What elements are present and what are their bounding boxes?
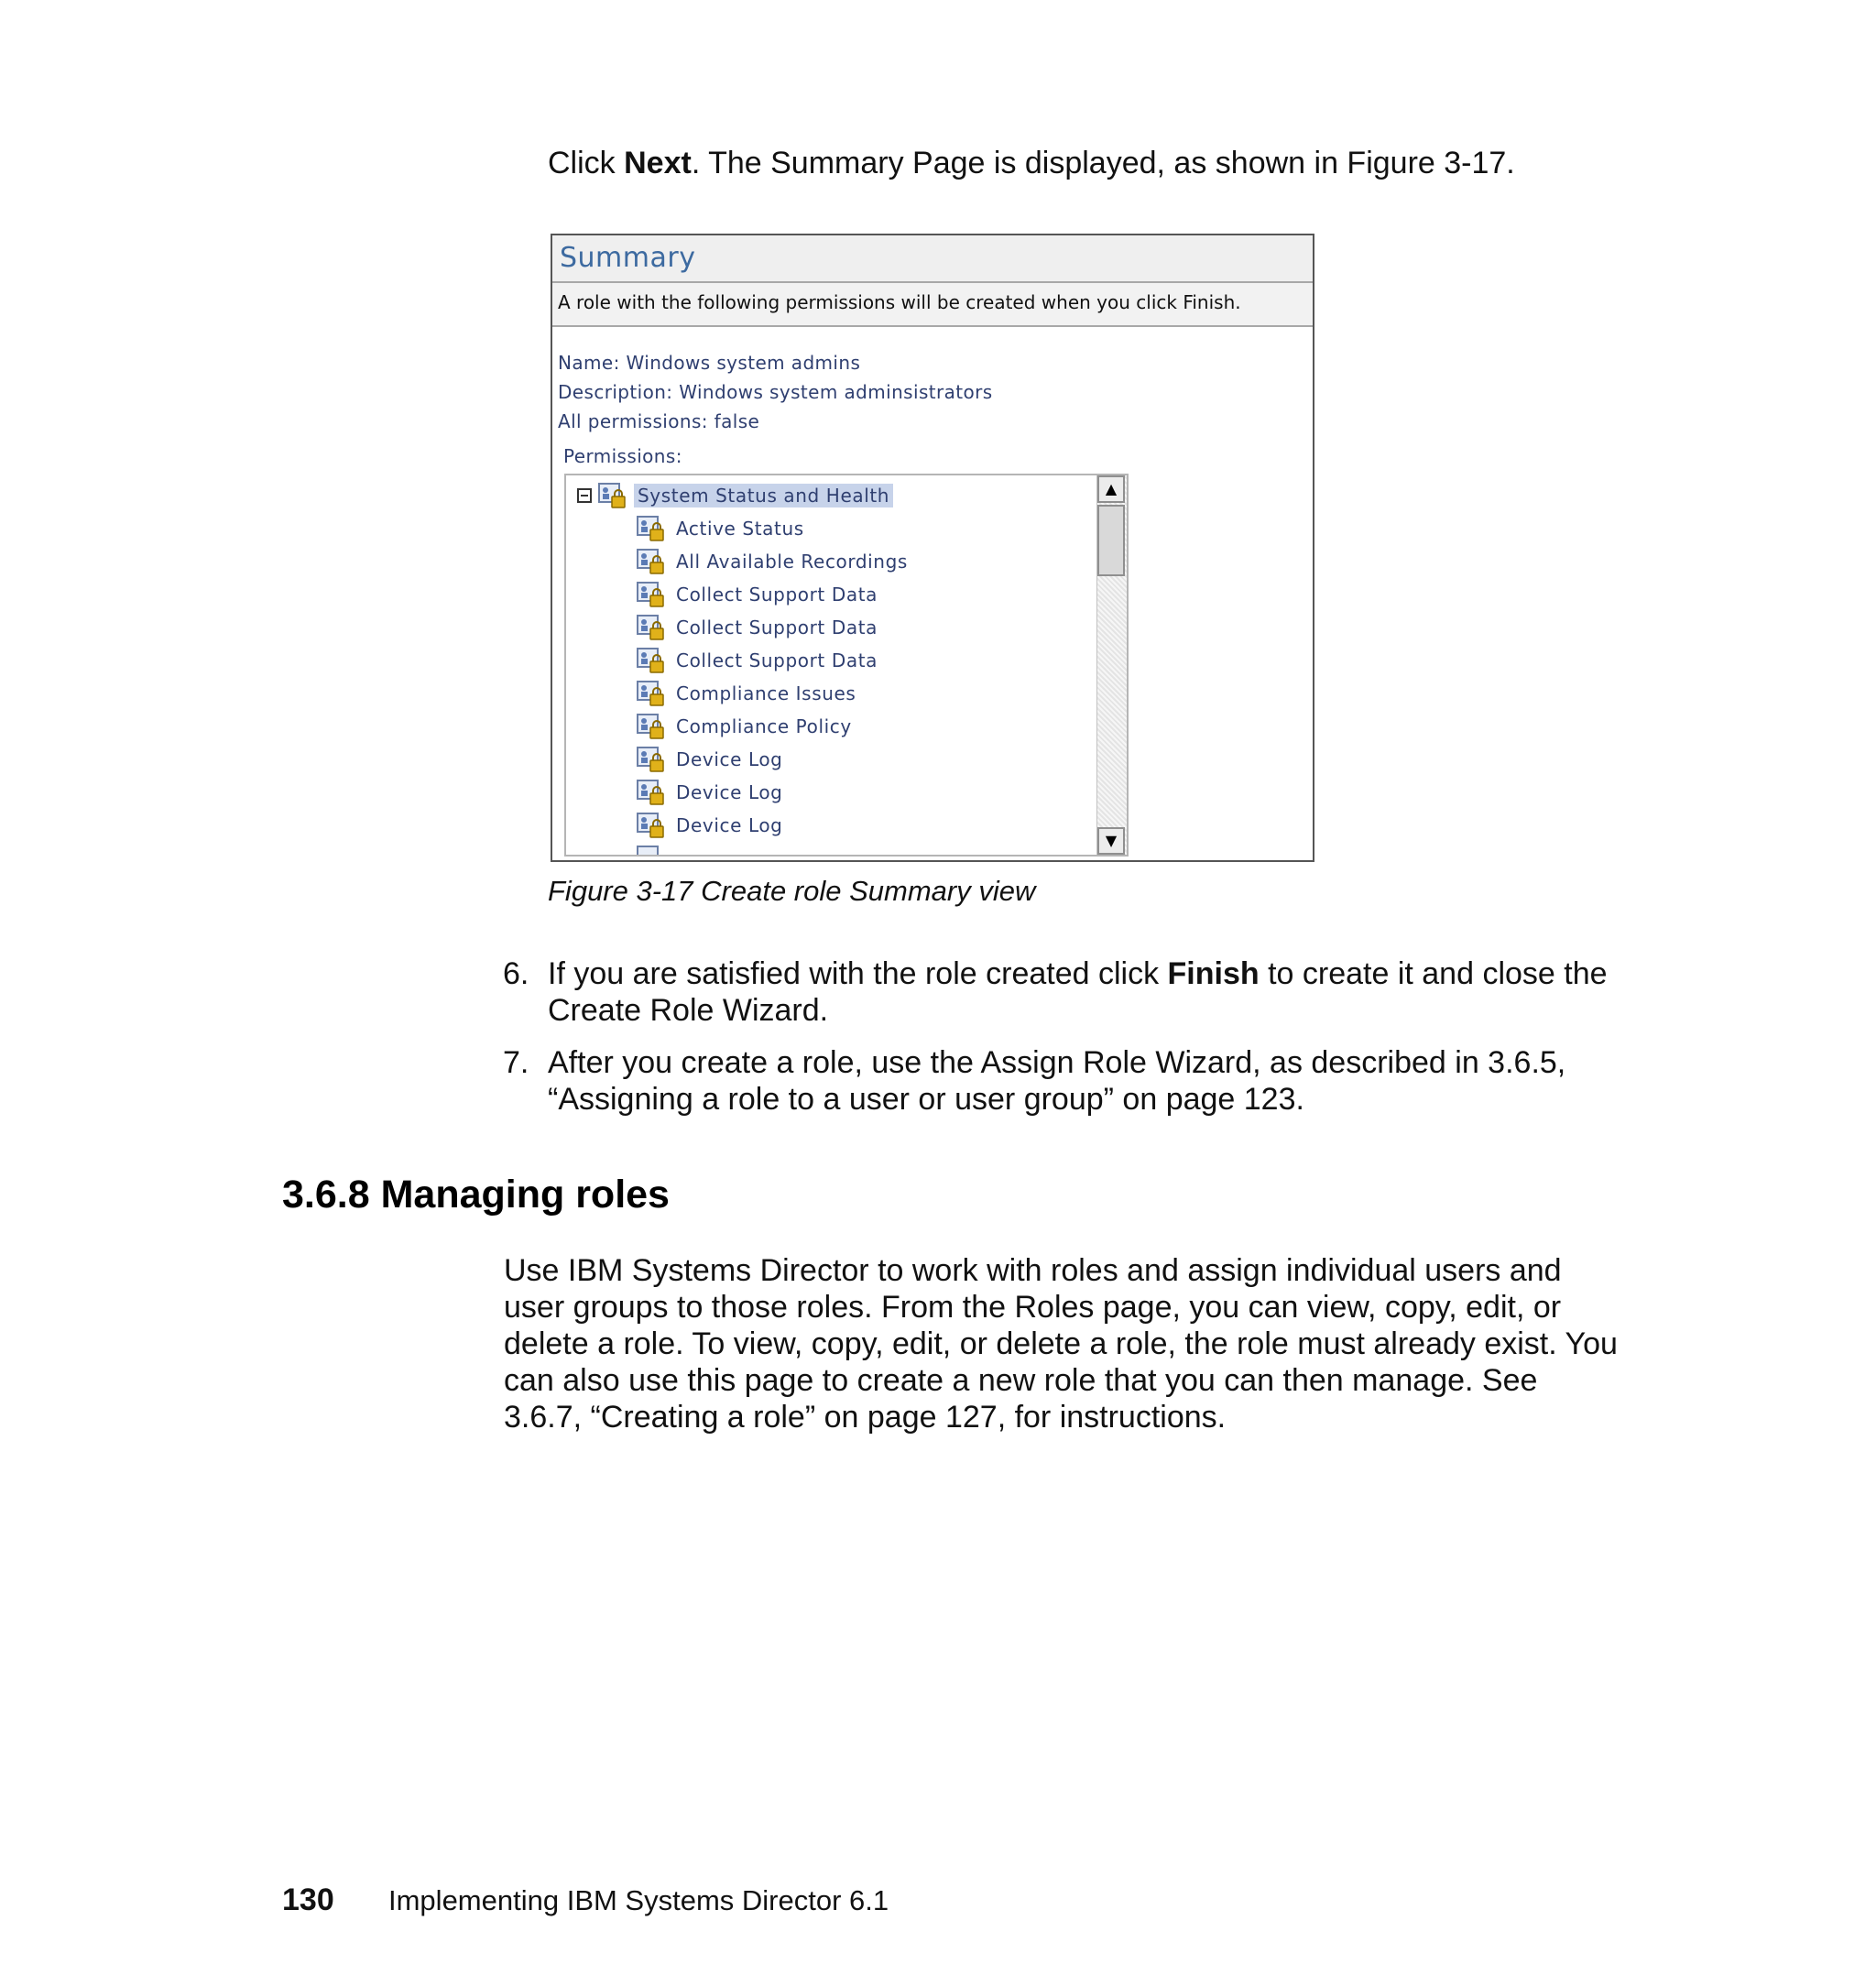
permission-lock-icon — [636, 515, 667, 542]
page-number: 130 — [282, 1882, 334, 1917]
tree-item[interactable] — [636, 644, 881, 677]
step-number: 6. — [503, 956, 529, 991]
tree-item[interactable] — [636, 512, 808, 545]
tree-scrollbar[interactable] — [1096, 475, 1127, 855]
scroll-up-icon[interactable]: ▲ — [1097, 475, 1125, 503]
permission-lock-icon — [636, 647, 667, 674]
role-name-line: Name: Windows system admins — [558, 352, 861, 374]
tree-item[interactable] — [636, 809, 786, 842]
tree-item-label[interactable]: Collect Support Data — [676, 584, 878, 606]
permission-lock-icon — [636, 581, 667, 608]
tree-item-label[interactable]: Compliance Policy — [676, 715, 852, 737]
book-title: Implementing IBM Systems Director 6.1 — [388, 1884, 889, 1916]
tree-item[interactable] — [636, 677, 859, 710]
tree-item[interactable] — [636, 545, 911, 578]
tree-item-label[interactable]: Device Log — [676, 814, 783, 836]
permission-lock-icon — [636, 812, 667, 839]
scroll-down-icon[interactable]: ▼ — [1097, 827, 1125, 855]
all-permissions-line: All permissions: false — [558, 410, 760, 432]
tree-item-label[interactable]: Device Log — [676, 781, 783, 803]
tree-item-label[interactable]: Collect Support Data — [676, 617, 878, 638]
tree-item[interactable] — [636, 578, 881, 611]
role-description-line: Description: Windows system adminsistrators — [558, 381, 993, 403]
permission-lock-icon — [636, 845, 667, 857]
step6-post: to create it and close the Create Role Wizard. — [548, 956, 1608, 1028]
tree-root-label[interactable]: System Status and Health — [634, 484, 893, 507]
summary-header — [552, 235, 1313, 283]
tree-item[interactable] — [636, 611, 881, 644]
intro-paragraph — [548, 145, 1515, 181]
permission-lock-icon — [636, 680, 667, 707]
collapse-icon[interactable] — [577, 488, 592, 503]
step6-bold-finish: Finish — [1167, 956, 1260, 991]
permission-lock-icon — [636, 779, 667, 806]
tree-root-row[interactable] — [577, 479, 893, 512]
tree-item[interactable] — [636, 743, 786, 776]
summary-subtitle-bar — [552, 283, 1313, 327]
tree-item-label[interactable]: Active Status — [676, 518, 804, 540]
step-number: 7. — [503, 1045, 529, 1080]
permission-lock-icon — [636, 548, 667, 575]
figure-caption: Figure 3-17 Create role Summary view — [548, 875, 1036, 907]
tree-item[interactable] — [636, 776, 786, 809]
intro-post: . The Summary Page is displayed, as shown in Figure 3-17. — [691, 146, 1515, 180]
tree-item-label[interactable]: Compliance Issues — [676, 682, 856, 704]
summary-screenshot — [551, 234, 1314, 862]
tree-item-partial — [636, 842, 672, 857]
tree-item[interactable] — [636, 710, 856, 743]
tree-item-label[interactable]: Device Log — [676, 748, 783, 770]
permission-folder-icon — [597, 482, 628, 509]
permission-lock-icon — [636, 746, 667, 773]
step-text — [548, 955, 1620, 1029]
tree-item-label[interactable]: All Available Recordings — [676, 551, 908, 573]
permissions-tree[interactable] — [564, 474, 1129, 857]
section-heading: 3.6.8 Managing roles — [282, 1173, 670, 1217]
summary-subtitle: A role with the following permissions will be created when you click Finish. — [558, 291, 1241, 313]
intro-bold-next: Next — [624, 146, 692, 180]
step6-pre: If you are satisfied with the role created click — [548, 956, 1168, 991]
body-paragraph: Use IBM Systems Director to work with roles and assign individual users and user groups to those roles. From the Roles page, you can view, copy, edit, or delete a role. To view, copy, edit, or delete a role, the role must already exist. You can also use this page to create a new role that you can then manage. See 3.6.7, “Creating a role” on page 127, for instructions. — [504, 1253, 1618, 1435]
permission-lock-icon — [636, 614, 667, 641]
scroll-thumb[interactable] — [1097, 505, 1125, 576]
summary-title: Summary — [560, 242, 696, 274]
step-text: After you create a role, use the Assign Role Wizard, as described in 3.6.5, “Assigning a role to a user or user group” on page 123. — [548, 1045, 1566, 1117]
permissions-label: Permissions: — [563, 445, 682, 467]
permission-lock-icon — [636, 713, 667, 740]
tree-item-label[interactable]: Collect Support Data — [676, 649, 878, 671]
intro-pre: Click — [548, 146, 625, 180]
